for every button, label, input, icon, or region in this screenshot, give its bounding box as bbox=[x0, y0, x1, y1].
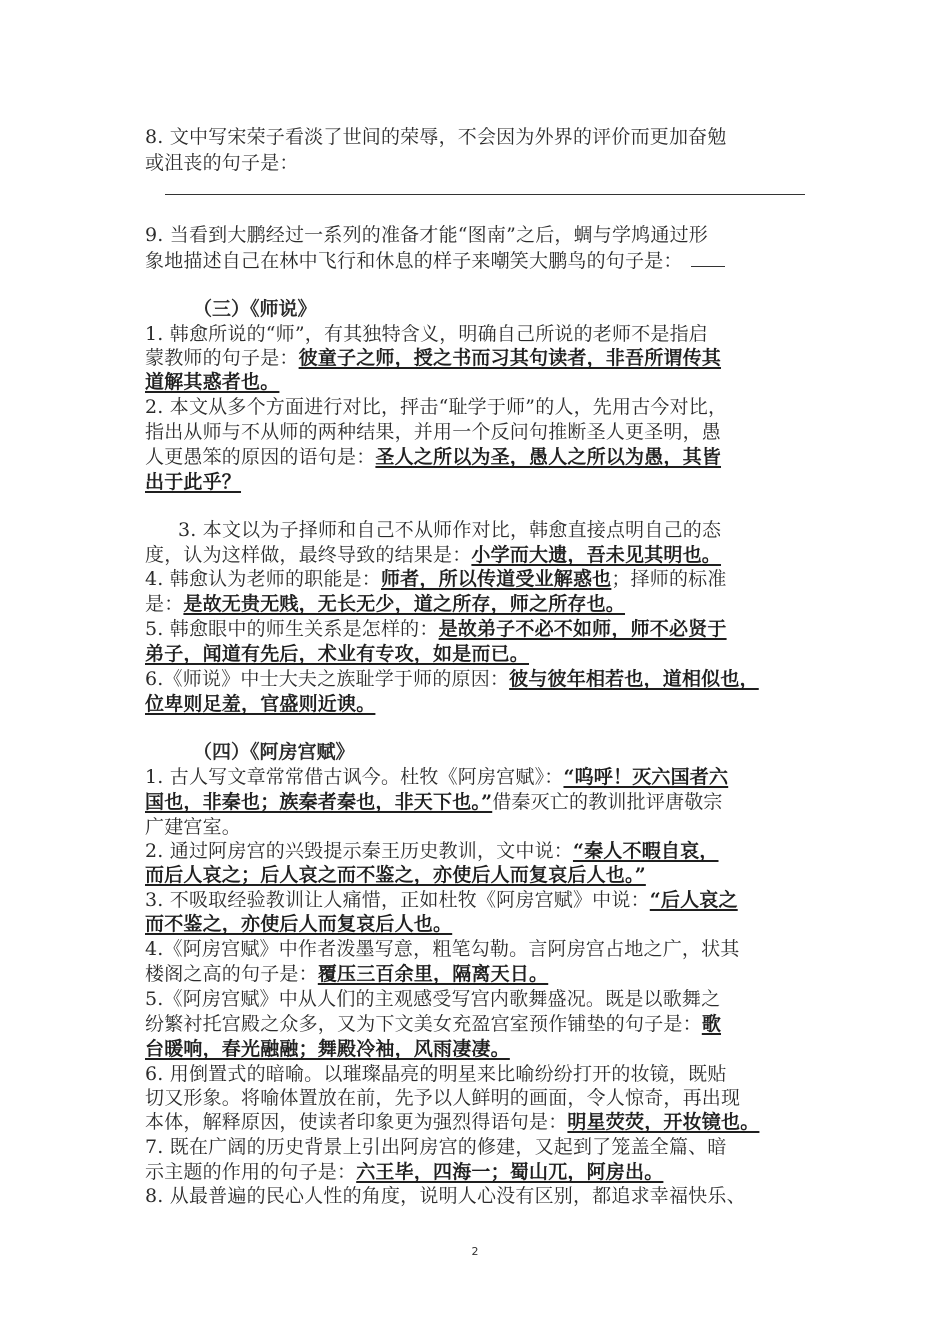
answer-text: 出于此乎？ bbox=[145, 471, 242, 493]
s3-q2-line3 bbox=[145, 444, 815, 470]
s4-q2-line1 bbox=[145, 838, 815, 864]
answer-text: 六王毕，四海一；蜀山兀，阿房出。 bbox=[356, 1161, 664, 1183]
question-text: 蒙教师的句子是： bbox=[145, 347, 299, 369]
s3-q2-line1: 2. 本文从多个方面进行对比，抨击“耻学于师”的人，先用古今对比， bbox=[145, 396, 728, 418]
section3-heading: （三）《师说》 bbox=[193, 298, 317, 320]
answer-blank bbox=[691, 248, 725, 267]
question-text: 楼阁之高的句子是： bbox=[145, 963, 318, 985]
s4-q7-line1: 7. 既在广阔的历史背景上引出阿房宫的修建，又起到了笼盖全篇、暗 bbox=[145, 1136, 727, 1158]
question-text: 人更愚笨的原因的语句是： bbox=[145, 446, 376, 468]
s4-q6-line2: 切又形象。将喻体置放在前，先予以人鲜明的画面，令人惊奇，再出现 bbox=[145, 1087, 741, 1109]
s3-q4-line2 bbox=[145, 591, 815, 617]
s4-q5-line1: 5.《阿房宫赋》中从人们的主观感受写宫内歌舞盛况。既是以歌舞之 bbox=[145, 988, 721, 1010]
answer-text: “呜呼！灭六国者六 bbox=[563, 766, 729, 788]
s4-q3-line1 bbox=[145, 887, 815, 913]
question-text: 借秦灭亡的教训批评唐敬宗 bbox=[492, 791, 723, 813]
question-text: 6.《师说》中士大夫之族耻学于师的原因： bbox=[145, 668, 510, 690]
s3-q1-line2 bbox=[145, 345, 815, 371]
question-text: 3. 不吸取经验教训让人痛惜，正如杜牧《阿房宫赋》中说： bbox=[145, 889, 650, 911]
answer-text: 圣人之所以为圣，愚人之所以为愚，其皆 bbox=[375, 446, 722, 468]
q9-line2 bbox=[145, 248, 815, 274]
q9-line2-text: 象地描述自己在林中飞行和休息的样子来嘲笑大鹏鸟的句子是： bbox=[145, 250, 683, 272]
answer-text: 彼与彼年相若也，道相似也， bbox=[509, 668, 759, 690]
answer-text: 歌 bbox=[701, 1013, 722, 1035]
s3-q2-line2: 指出从师与不从师的两种结果，并用一个反问句推断圣人更圣明，愚 bbox=[145, 421, 722, 443]
section4-heading: （四）《阿房宫赋》 bbox=[193, 741, 355, 763]
question-text: 1. 古人写文章常常借古讽今。杜牧《阿房宫赋》： bbox=[145, 766, 564, 788]
s3-q5-line2 bbox=[145, 641, 815, 667]
answer-text: 弟子，闻道有先后，术业有专攻，如是而已。 bbox=[145, 643, 530, 665]
answer-text: 是故无贵无贱，无长无少，道之所存，师之所存也。 bbox=[183, 593, 626, 615]
answer-text: 是故弟子不必不如师，师不必贤于 bbox=[438, 618, 727, 640]
question-text: 度，认为这样做，最终导致的结果是： bbox=[145, 544, 472, 566]
s4-q5-line2 bbox=[145, 1011, 815, 1037]
s4-q7-line2 bbox=[145, 1159, 815, 1185]
answer-text: 彼童子之师，授之书而习其句读者，非吾所谓传其 bbox=[298, 347, 722, 369]
s4-q4-line2 bbox=[145, 961, 815, 987]
s3-q6-line1 bbox=[145, 666, 815, 692]
answer-text: “秦人不暇自哀， bbox=[572, 840, 719, 862]
answer-text: 覆压三百余里，隔离天日。 bbox=[317, 963, 549, 985]
question-text: 本体，解释原因，使读者印象更为强烈得语句是： bbox=[145, 1111, 568, 1133]
answer-text: 小学而大遗，吾未见其明也。 bbox=[471, 544, 722, 566]
question-text: 纷繁衬托宫殿之众多，又为下文美女充盈宫室预作铺垫的句子是： bbox=[145, 1013, 702, 1035]
page-number: 2 bbox=[471, 1245, 479, 1258]
answer-text: 明星荧荧，开妆镜也。 bbox=[567, 1111, 760, 1133]
q8-line1: 8. 文中写宋荣子看淡了世间的荣辱，不会因为外界的评价而更加奋勉 bbox=[145, 126, 727, 148]
s4-q6-line3 bbox=[145, 1109, 815, 1135]
question-text: 2. 通过阿房宫的兴毁提示秦王历史教训，文中说： bbox=[145, 840, 573, 862]
answer-text: “后人哀之 bbox=[649, 889, 738, 911]
answer-text: 国也，非秦也；族秦者秦也，非天下也。” bbox=[145, 791, 493, 813]
s3-q2-line4 bbox=[145, 469, 815, 495]
s4-q8-line1: 8. 从最普遍的民心人性的角度，说明人心没有区别，都追求幸福快乐、 bbox=[145, 1185, 746, 1207]
s3-q1-line3 bbox=[145, 369, 815, 395]
answer-text: 而后人哀之；后人哀之而不鉴之，亦使后人而复哀后人也。” bbox=[145, 864, 646, 886]
answer-text: 台暖响，春光融融；舞殿冷袖，风雨凄凄。 bbox=[145, 1038, 510, 1060]
q8-line2: 或沮丧的句子是： bbox=[145, 152, 299, 174]
s4-q1-line2 bbox=[145, 789, 815, 815]
s4-q3-line2 bbox=[145, 911, 815, 937]
s3-q6-line2 bbox=[145, 691, 815, 717]
question-text: 5. 韩愈眼中的师生关系是怎样的： bbox=[145, 618, 439, 640]
answer-text: 师者，所以传道受业解惑也 bbox=[380, 568, 612, 590]
s3-q1-line1: 1. 韩愈所说的“师”，有其独特含义，明确自己所说的老师不是指启 bbox=[145, 323, 708, 345]
question-text: 示主题的作用的句子是： bbox=[145, 1161, 357, 1183]
s3-q5-line1 bbox=[145, 616, 815, 642]
s4-q5-line3 bbox=[145, 1036, 815, 1062]
question-text: ；择师的标准 bbox=[611, 568, 727, 590]
answer-blank-line bbox=[165, 194, 805, 195]
answer-text: 而不鉴之，亦使后人而复哀后人也。 bbox=[145, 913, 453, 935]
s4-q1-line1 bbox=[145, 764, 815, 790]
s4-q2-line2 bbox=[145, 862, 815, 888]
s4-q1-line3: 广建宫室。 bbox=[145, 816, 242, 838]
question-text: 是： bbox=[145, 593, 184, 615]
s3-q3-line2 bbox=[145, 542, 815, 568]
s4-q4-line1: 4.《阿房宫赋》中作者泼墨写意，粗笔勾勒。言阿房宫占地之广，状其 bbox=[145, 938, 740, 960]
s4-q6-line1: 6. 用倒置式的暗喻。以璀璨晶亮的明星来比喻纷纷打开的妆镜，既贴 bbox=[145, 1063, 727, 1085]
s3-q3-line1: 3. 本文以为子择师和自己不从师作对比，韩愈直接点明自己的态 bbox=[178, 519, 722, 541]
q9-line1: 9. 当看到大鹏经过一系列的准备才能“图南”之后，蜩与学鸠通过形 bbox=[145, 224, 708, 246]
question-text: 4. 韩愈认为老师的职能是： bbox=[145, 568, 381, 590]
answer-text: 道解其惑者也。 bbox=[145, 371, 280, 393]
answer-text: 位卑则足羞，官盛则近谀。 bbox=[145, 693, 376, 715]
s3-q4-line1 bbox=[145, 566, 815, 592]
